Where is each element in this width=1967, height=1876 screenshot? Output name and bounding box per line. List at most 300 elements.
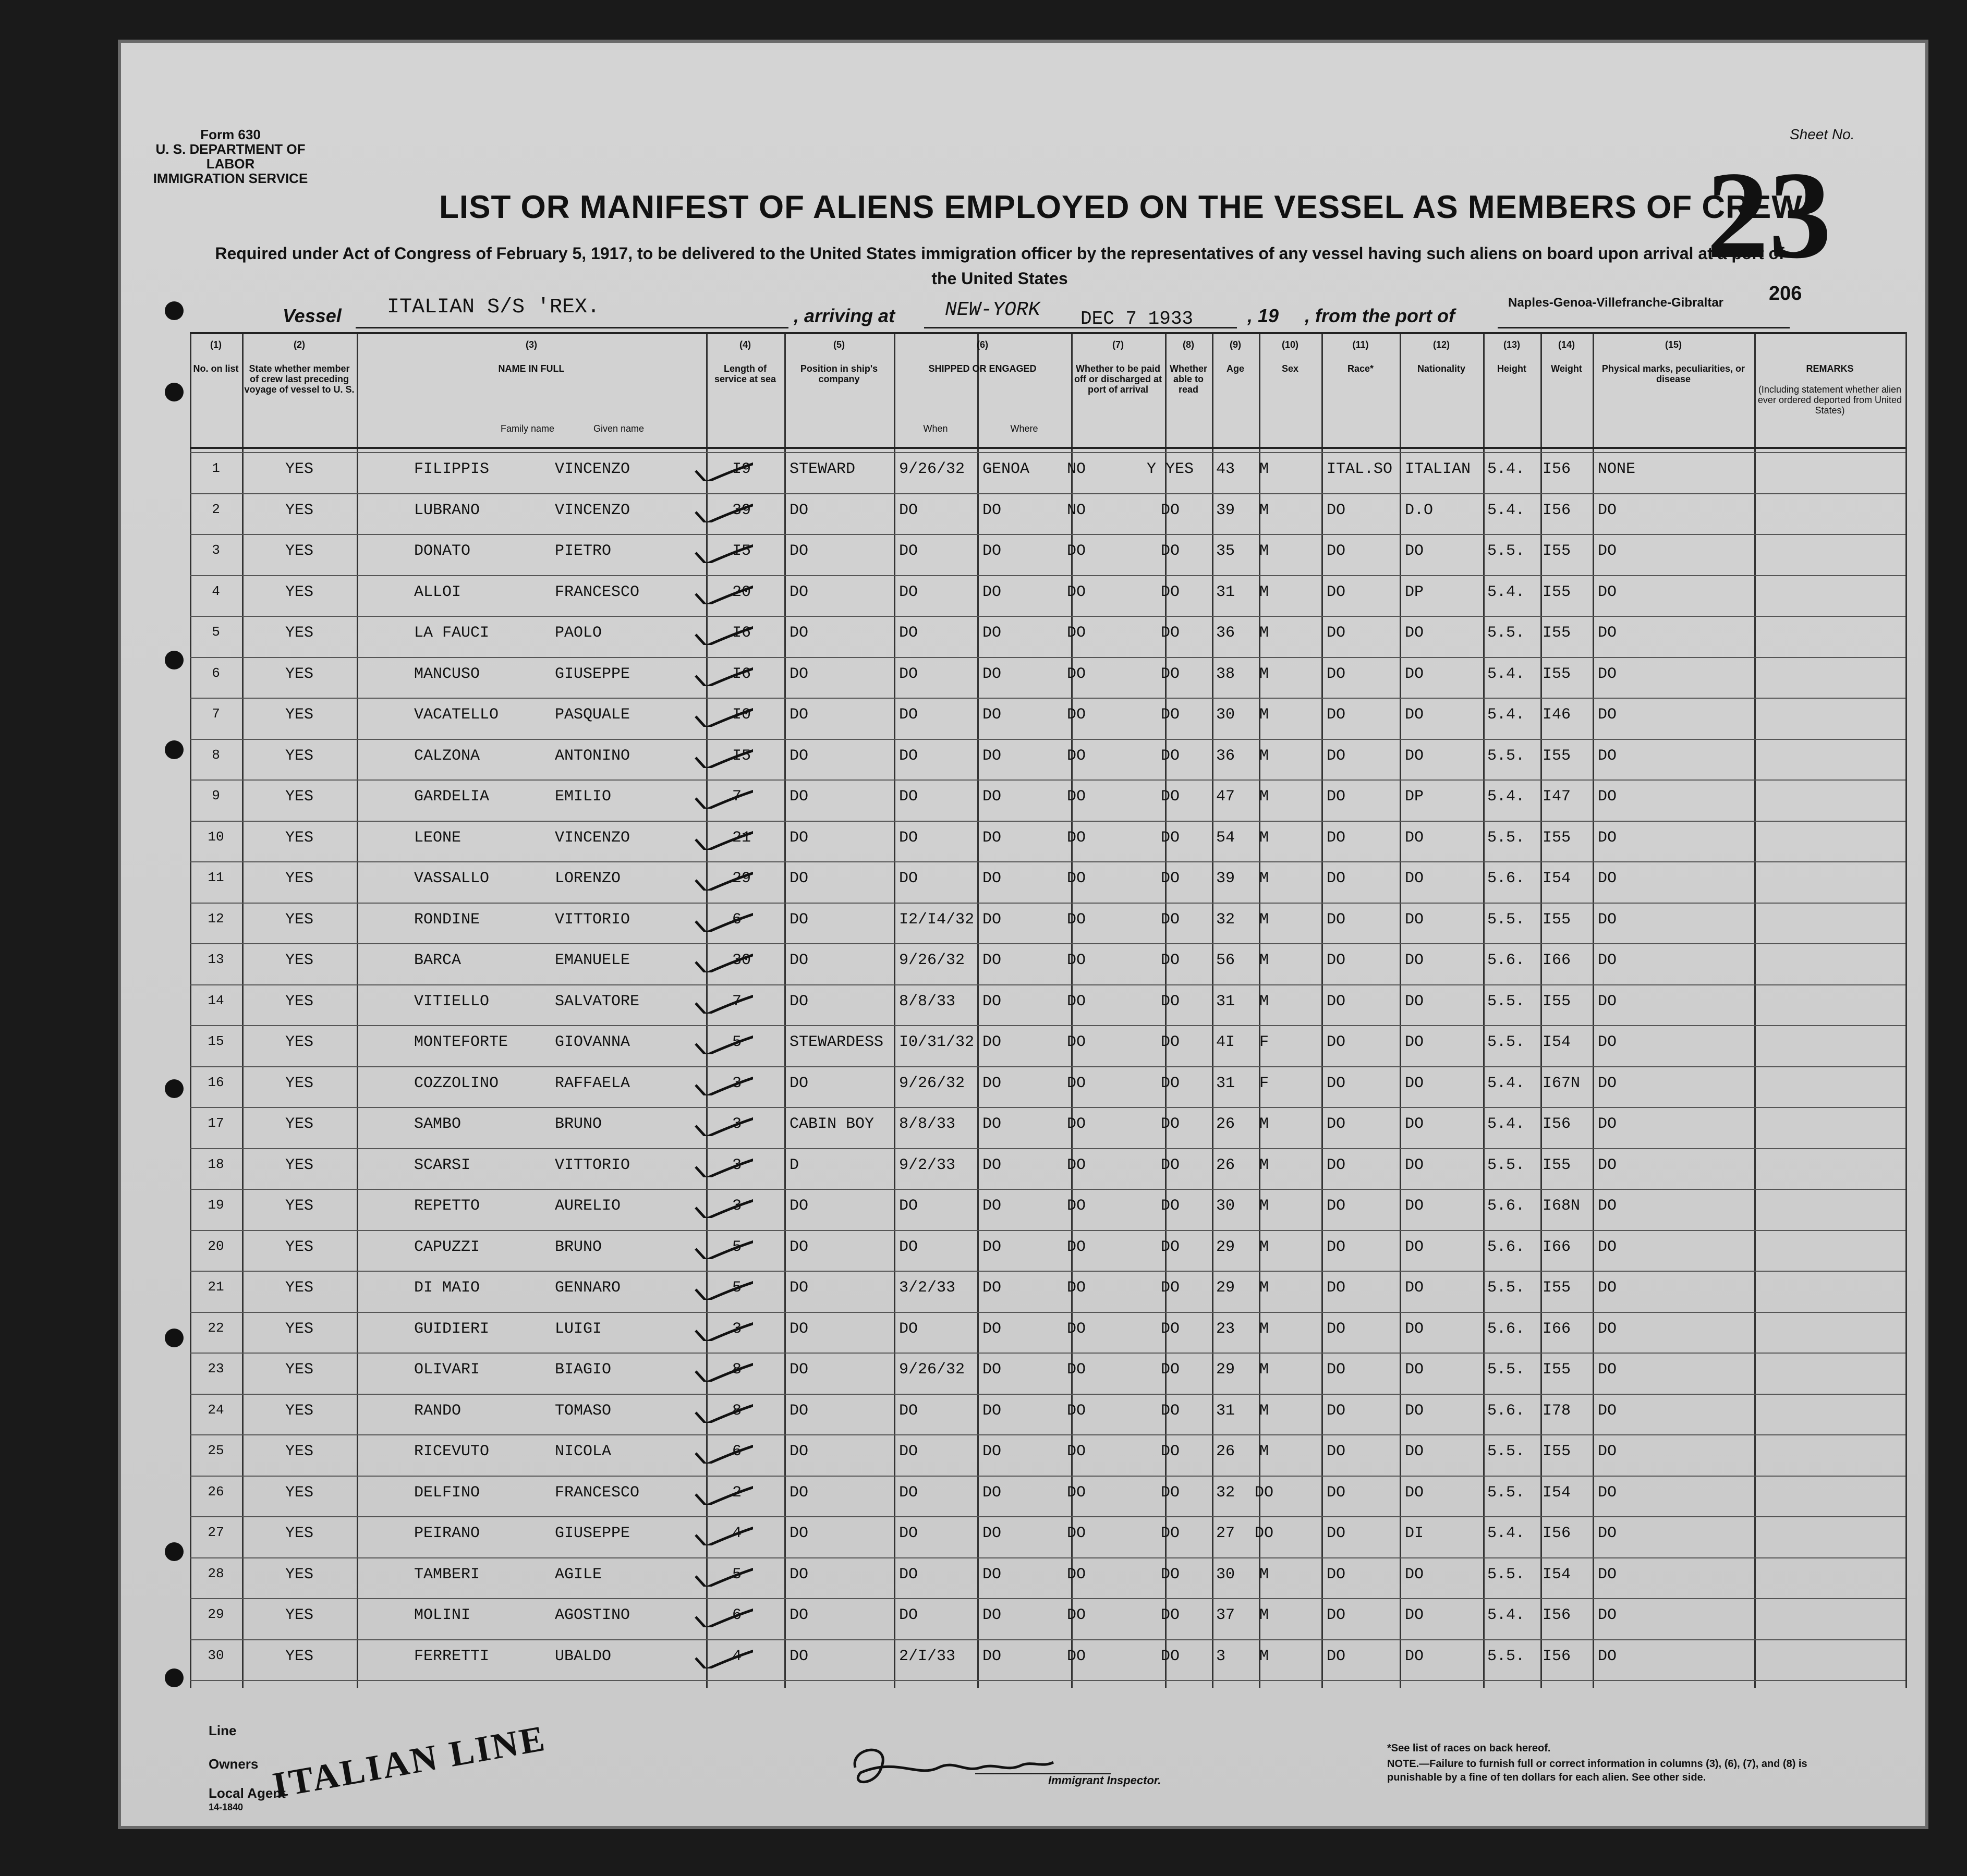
- cell-sex: M: [1259, 460, 1269, 478]
- cell-paid: DO: [1066, 1074, 1086, 1092]
- cell-given: PIETRO: [555, 542, 612, 560]
- column-header: Length of service at sea: [714, 363, 776, 384]
- cell-nat: DO: [1405, 747, 1424, 765]
- cell-no: 29: [208, 1606, 224, 1622]
- cell-sex: M: [1259, 870, 1269, 887]
- check-mark: [690, 941, 753, 972]
- cell-nat: DO: [1405, 665, 1424, 683]
- cell-prev: YES: [285, 1320, 313, 1338]
- cell-read: DO: [1160, 1033, 1180, 1051]
- cell-marks: DO: [1598, 583, 1617, 601]
- column-number: (14): [1558, 339, 1575, 350]
- cell-nat: DO: [1405, 910, 1424, 929]
- cell-len: 4: [732, 1647, 742, 1665]
- cell-paid: DO: [1066, 1320, 1086, 1338]
- cell-wt: I78: [1543, 1402, 1571, 1420]
- cell-race: DO: [1327, 1115, 1346, 1133]
- cell-when: DO: [899, 1238, 918, 1256]
- cell-pos: DO: [790, 1525, 809, 1542]
- footnote-races: *See list of races on back hereof.: [1387, 1743, 1551, 1754]
- cell-age: 31: [1216, 1402, 1235, 1420]
- check-mark: [690, 696, 753, 727]
- cell-family: LEONE: [414, 829, 462, 847]
- cell-prev: YES: [285, 624, 313, 642]
- cell-ht: 5.5.: [1487, 747, 1525, 765]
- cell-given: VINCENZO: [555, 501, 630, 519]
- cell-family: FERRETTI: [414, 1647, 490, 1665]
- cell-paid: DO: [1066, 1197, 1086, 1215]
- cell-nat: DO: [1405, 1074, 1424, 1092]
- cell-where: DO: [982, 1565, 1002, 1583]
- column-header: Physical marks, peculiarities, or disease: [1601, 363, 1745, 384]
- cell-read: Y YES: [1146, 460, 1194, 478]
- cell-paid: DO: [1066, 870, 1086, 887]
- cell-ht: 5.5.: [1487, 624, 1525, 642]
- cell-nat: D.O: [1405, 501, 1434, 519]
- cell-race: DO: [1327, 1197, 1346, 1215]
- cell-when: DO: [899, 542, 918, 560]
- column-header: NAME IN FULL: [498, 363, 565, 374]
- cell-age: 29: [1216, 1361, 1235, 1379]
- cell-paid: DO: [1066, 1565, 1086, 1583]
- sheet-subnumber: 206: [1769, 283, 1802, 304]
- cell-len: 6: [732, 1443, 742, 1460]
- cell-nat: DO: [1405, 1565, 1424, 1583]
- cell-no: 18: [208, 1156, 224, 1172]
- cell-given: VINCENZO: [555, 829, 630, 847]
- check-mark: [690, 1023, 753, 1054]
- cell-race: DO: [1327, 1606, 1346, 1624]
- cell-paid: DO: [1066, 624, 1086, 642]
- cell-wt: I55: [1543, 665, 1571, 683]
- cell-marks: DO: [1598, 542, 1617, 560]
- cell-age: 32: [1216, 1483, 1235, 1502]
- cell-where: DO: [982, 542, 1002, 560]
- cell-where: DO: [982, 1361, 1002, 1379]
- cell-when: DO: [899, 1565, 918, 1583]
- cell-wt: I68N: [1543, 1197, 1581, 1215]
- cell-read: DO: [1160, 1074, 1180, 1092]
- arriving-label: , arriving at: [794, 305, 895, 326]
- cell-when: DO: [899, 583, 918, 601]
- cell-wt: I66: [1543, 952, 1571, 969]
- cell-age: 30: [1216, 1197, 1235, 1215]
- page-title: LIST OR MANIFEST OF ALIENS EMPLOYED ON THE VESSEL AS MEMBERS OF CREW: [439, 189, 1803, 225]
- cell-prev: YES: [285, 1402, 313, 1420]
- cell-len: I5: [732, 747, 751, 765]
- cell-sex: M: [1259, 1606, 1269, 1624]
- cell-when: I2/I4/32: [899, 910, 975, 929]
- cell-wt: I54: [1543, 1033, 1571, 1051]
- cell-pos: DO: [790, 1197, 809, 1215]
- cell-given: BRUNO: [555, 1238, 602, 1256]
- check-mark: [690, 614, 753, 645]
- cell-len: 20: [732, 583, 751, 601]
- cell-age: 39: [1216, 870, 1235, 887]
- cell-age: 43: [1216, 460, 1235, 478]
- punch-hole: [165, 1542, 184, 1561]
- check-mark: [690, 1187, 753, 1218]
- cell-wt: I55: [1543, 542, 1571, 560]
- cell-prev: YES: [285, 1197, 313, 1215]
- cell-sex: M: [1259, 542, 1269, 560]
- cell-family: VACATELLO: [414, 706, 499, 724]
- check-mark: [690, 819, 753, 850]
- cell-where: DO: [982, 1238, 1002, 1256]
- cell-given: BIAGIO: [555, 1361, 612, 1379]
- cell-where: DO: [982, 1483, 1002, 1502]
- cell-where: DO: [982, 1074, 1002, 1092]
- column-number: (13): [1503, 339, 1520, 350]
- cell-sex: M: [1259, 1647, 1269, 1665]
- cell-nat: DO: [1405, 1443, 1424, 1460]
- punch-hole: [165, 383, 184, 401]
- cell-no: 27: [208, 1525, 224, 1540]
- cell-read: DO: [1160, 1647, 1180, 1665]
- column-number: (1): [210, 339, 222, 350]
- cell-where: GENOA: [982, 460, 1030, 478]
- cell-marks: DO: [1598, 992, 1617, 1010]
- cell-pos: DO: [790, 870, 809, 887]
- cell-ht: 5.5.: [1487, 1647, 1525, 1665]
- cell-ht: 5.4.: [1487, 1074, 1525, 1092]
- cell-read: DO: [1160, 1606, 1180, 1624]
- check-mark: [690, 655, 753, 686]
- column-number: (8): [1183, 339, 1194, 350]
- cell-where: DO: [982, 665, 1002, 683]
- cell-age: 29: [1216, 1238, 1235, 1256]
- cell-family: DELFINO: [414, 1483, 480, 1502]
- column-number: (9): [1230, 339, 1241, 350]
- cell-sex: M: [1259, 665, 1269, 683]
- cell-given: SALVATORE: [555, 992, 640, 1010]
- cell-no: 5: [212, 624, 220, 640]
- cell-given: RAFFAELA: [555, 1074, 630, 1092]
- cell-sex: M: [1259, 829, 1269, 847]
- cell-paid: DO: [1066, 1361, 1086, 1379]
- cell-pos: DO: [790, 910, 809, 929]
- cell-age: 26: [1216, 1115, 1235, 1133]
- cell-marks: DO: [1598, 747, 1617, 765]
- cell-sex: M: [1259, 1156, 1269, 1174]
- cell-marks: DO: [1598, 829, 1617, 847]
- cell-nat: DP: [1405, 583, 1424, 601]
- cell-when: 9/26/32: [899, 1361, 965, 1379]
- cell-when: DO: [899, 1443, 918, 1460]
- cell-where: DO: [982, 992, 1002, 1010]
- cell-prev: YES: [285, 870, 313, 887]
- cell-pos: DO: [790, 1279, 809, 1297]
- cell-sex: M: [1259, 1238, 1269, 1256]
- column-number: (6): [977, 339, 988, 350]
- cell-where: DO: [982, 624, 1002, 642]
- cell-family: VASSALLO: [414, 870, 490, 887]
- cell-read: DO: [1160, 706, 1180, 724]
- cell-read: DO: [1160, 1320, 1180, 1338]
- cell-given: ANTONINO: [555, 747, 630, 765]
- cell-where: DO: [982, 583, 1002, 601]
- cell-paid: NO: [1066, 460, 1086, 478]
- check-mark: [690, 450, 753, 481]
- cell-marks: DO: [1598, 1238, 1617, 1256]
- cell-marks: DO: [1598, 1361, 1617, 1379]
- cell-prev: YES: [285, 1606, 313, 1624]
- cell-paid: NO: [1066, 501, 1086, 519]
- punch-hole: [165, 1329, 184, 1347]
- cell-age: 26: [1216, 1156, 1235, 1174]
- check-mark: [690, 1146, 753, 1177]
- cell-no: 4: [212, 583, 220, 599]
- cell-ht: 5.6.: [1487, 1238, 1525, 1256]
- cell-nat: DO: [1405, 1483, 1424, 1502]
- cell-len: 8: [732, 1361, 742, 1379]
- cell-family: SCARSI: [414, 1156, 471, 1174]
- cell-marks: DO: [1598, 1197, 1617, 1215]
- cell-nat: DO: [1405, 992, 1424, 1010]
- cell-no: 12: [208, 910, 224, 927]
- cell-ht: 5.5.: [1487, 1033, 1525, 1051]
- cell-given: FRANCESCO: [555, 583, 640, 601]
- cell-read: DO: [1160, 501, 1180, 519]
- cell-paid: DO: [1066, 952, 1086, 969]
- cell-paid: DO: [1066, 788, 1086, 806]
- cell-no: 16: [208, 1074, 224, 1090]
- cell-sex: DO: [1254, 1525, 1273, 1542]
- cell-where: DO: [982, 706, 1002, 724]
- cell-race: DO: [1327, 992, 1346, 1010]
- cell-race: DO: [1327, 706, 1346, 724]
- cell-when: DO: [899, 665, 918, 683]
- cell-prev: YES: [285, 542, 313, 560]
- subhead-where: Where: [1010, 423, 1038, 434]
- column-header: No. on list: [193, 363, 239, 374]
- cell-wt: I54: [1543, 870, 1571, 887]
- cell-ht: 5.4.: [1487, 665, 1525, 683]
- cell-len: 5: [732, 1238, 742, 1256]
- check-mark: [690, 777, 753, 809]
- cell-sex: F: [1259, 1074, 1269, 1092]
- cell-ht: 5.5.: [1487, 1443, 1525, 1460]
- cell-race: DO: [1327, 1033, 1346, 1051]
- cell-given: PASQUALE: [555, 706, 630, 724]
- cell-where: DO: [982, 1443, 1002, 1460]
- cell-paid: DO: [1066, 1033, 1086, 1051]
- cell-when: DO: [899, 829, 918, 847]
- cell-when: 9/26/32: [899, 1074, 965, 1092]
- check-mark: [690, 491, 753, 522]
- cell-paid: DO: [1066, 1525, 1086, 1542]
- cell-when: DO: [899, 870, 918, 887]
- cell-len: 5: [732, 1565, 742, 1583]
- cell-no: 23: [208, 1361, 224, 1376]
- cell-given: BRUNO: [555, 1115, 602, 1133]
- check-mark: [690, 982, 753, 1014]
- cell-pos: DO: [790, 829, 809, 847]
- cell-given: PAOLO: [555, 624, 602, 642]
- cell-no: 14: [208, 992, 224, 1008]
- cell-wt: I55: [1543, 910, 1571, 929]
- cell-no: 26: [208, 1483, 224, 1500]
- service: IMMIGRATION SERVICE: [153, 170, 308, 186]
- cell-nat: ITALIAN: [1405, 460, 1471, 478]
- column-header: SHIPPED OR ENGAGED: [928, 363, 1037, 374]
- cell-read: DO: [1160, 1525, 1180, 1542]
- cell-where: DO: [982, 1402, 1002, 1420]
- cell-race: ITAL.SO: [1327, 460, 1393, 478]
- cell-marks: DO: [1598, 1402, 1617, 1420]
- cell-nat: DI: [1405, 1525, 1424, 1542]
- cell-no: 22: [208, 1320, 224, 1336]
- cell-read: DO: [1160, 992, 1180, 1010]
- cell-age: 30: [1216, 706, 1235, 724]
- cell-prev: YES: [285, 1483, 313, 1502]
- cell-no: 2: [212, 501, 220, 517]
- cell-given: LUIGI: [555, 1320, 602, 1338]
- cell-prev: YES: [285, 992, 313, 1010]
- cell-len: 30: [732, 952, 751, 969]
- cell-paid: DO: [1066, 1402, 1086, 1420]
- cell-where: DO: [982, 1320, 1002, 1338]
- cell-ht: 5.6.: [1487, 1320, 1525, 1338]
- cell-nat: DO: [1405, 542, 1424, 560]
- cell-age: 27: [1216, 1525, 1235, 1542]
- cell-where: DO: [982, 501, 1002, 519]
- cell-given: GENNARO: [555, 1279, 621, 1297]
- cell-nat: DO: [1405, 1279, 1424, 1297]
- cell-race: DO: [1327, 665, 1346, 683]
- cell-race: DO: [1327, 1402, 1346, 1420]
- cell-pos: DO: [790, 1606, 809, 1624]
- cell-age: 54: [1216, 829, 1235, 847]
- cell-when: 9/2/33: [899, 1156, 956, 1174]
- inspector-label: Immigrant Inspector.: [1048, 1774, 1161, 1787]
- cell-len: I9: [732, 460, 751, 478]
- cell-read: DO: [1160, 542, 1180, 560]
- cell-race: DO: [1327, 952, 1346, 969]
- cell-age: 29: [1216, 1279, 1235, 1297]
- cell-no: 3: [212, 542, 220, 558]
- cell-race: DO: [1327, 1483, 1346, 1502]
- cell-sex: M: [1259, 1115, 1269, 1133]
- cell-paid: DO: [1066, 1606, 1086, 1624]
- cell-marks: DO: [1598, 1074, 1617, 1092]
- cell-no: 20: [208, 1238, 224, 1254]
- cell-paid: DO: [1066, 992, 1086, 1010]
- cell-marks: DO: [1598, 624, 1617, 642]
- cell-read: DO: [1160, 1156, 1180, 1174]
- cell-paid: DO: [1066, 706, 1086, 724]
- cell-race: DO: [1327, 747, 1346, 765]
- cell-where: DO: [982, 1115, 1002, 1133]
- cell-age: 36: [1216, 624, 1235, 642]
- arriving-port: NEW-YORK: [945, 299, 1040, 321]
- cell-ht: 5.4.: [1487, 1115, 1525, 1133]
- cell-ht: 5.5.: [1487, 1565, 1525, 1583]
- vessel-line: [283, 296, 1795, 332]
- cell-family: LA FAUCI: [414, 624, 490, 642]
- cell-read: DO: [1160, 1279, 1180, 1297]
- owners-label: Owners: [209, 1756, 259, 1772]
- column-number: (7): [1112, 339, 1124, 350]
- subhead-when: When: [923, 423, 948, 434]
- cell-sex: M: [1259, 583, 1269, 601]
- cell-paid: DO: [1066, 1115, 1086, 1133]
- column-header: Position in ship's company: [800, 363, 878, 384]
- subhead-given: Given name: [593, 423, 645, 434]
- cell-family: CALZONA: [414, 747, 480, 765]
- cell-sex: M: [1259, 1402, 1269, 1420]
- cell-marks: DO: [1598, 1443, 1617, 1460]
- cell-read: DO: [1160, 583, 1180, 601]
- cell-prev: YES: [285, 665, 313, 683]
- cell-no: 19: [208, 1197, 224, 1213]
- cell-given: GIOVANNA: [555, 1033, 630, 1051]
- cell-len: 2: [732, 1483, 742, 1502]
- cell-ht: 5.5.: [1487, 829, 1525, 847]
- cell-marks: DO: [1598, 1525, 1617, 1542]
- cell-pos: DO: [790, 1320, 809, 1338]
- cell-nat: DO: [1405, 1033, 1424, 1051]
- cell-race: DO: [1327, 542, 1346, 560]
- cell-read: DO: [1160, 1238, 1180, 1256]
- cell-paid: DO: [1066, 1647, 1086, 1665]
- cell-len: 8: [732, 1402, 742, 1420]
- sheet-number: 23: [1706, 145, 1831, 284]
- cell-len: 5: [732, 1033, 742, 1051]
- cell-ht: 5.5.: [1487, 992, 1525, 1010]
- cell-age: 4I: [1216, 1033, 1235, 1051]
- cell-age: 35: [1216, 542, 1235, 560]
- column-number: (2): [294, 339, 305, 350]
- cell-ht: 5.4.: [1487, 788, 1525, 806]
- cell-no: 15: [208, 1033, 224, 1049]
- cell-paid: DO: [1066, 1156, 1086, 1174]
- cell-when: DO: [899, 788, 918, 806]
- cell-race: DO: [1327, 1443, 1346, 1460]
- cell-prev: YES: [285, 952, 313, 969]
- cell-marks: DO: [1598, 1115, 1617, 1133]
- column-header: Weight: [1551, 363, 1582, 374]
- cell-wt: I66: [1543, 1320, 1571, 1338]
- cell-len: 7: [732, 788, 742, 806]
- cell-when: 8/8/33: [899, 1115, 956, 1133]
- cell-len: 39: [732, 501, 751, 519]
- cell-paid: DO: [1066, 583, 1086, 601]
- cell-wt: I55: [1543, 829, 1571, 847]
- cell-nat: DO: [1405, 1115, 1424, 1133]
- cell-given: GIUSEPPE: [555, 665, 630, 683]
- cell-nat: DP: [1405, 788, 1424, 806]
- cell-race: DO: [1327, 1525, 1346, 1542]
- cell-ht: 5.4.: [1487, 706, 1525, 724]
- cell-no: 24: [208, 1402, 224, 1418]
- cell-when: 8/8/33: [899, 992, 956, 1010]
- cell-prev: YES: [285, 910, 313, 929]
- cell-wt: I55: [1543, 1361, 1571, 1379]
- cell-pos: DO: [790, 542, 809, 560]
- cell-prev: YES: [285, 583, 313, 601]
- check-mark: [690, 1432, 753, 1464]
- cell-sex: M: [1259, 1565, 1269, 1583]
- punch-hole: [165, 301, 184, 320]
- cell-where: DO: [982, 1197, 1002, 1215]
- cell-when: DO: [899, 706, 918, 724]
- cell-age: 56: [1216, 952, 1235, 969]
- cell-age: 36: [1216, 747, 1235, 765]
- sheet-label: Sheet No.: [1790, 126, 1855, 142]
- cell-when: 2/I/33: [899, 1647, 956, 1665]
- cell-wt: I55: [1543, 624, 1571, 642]
